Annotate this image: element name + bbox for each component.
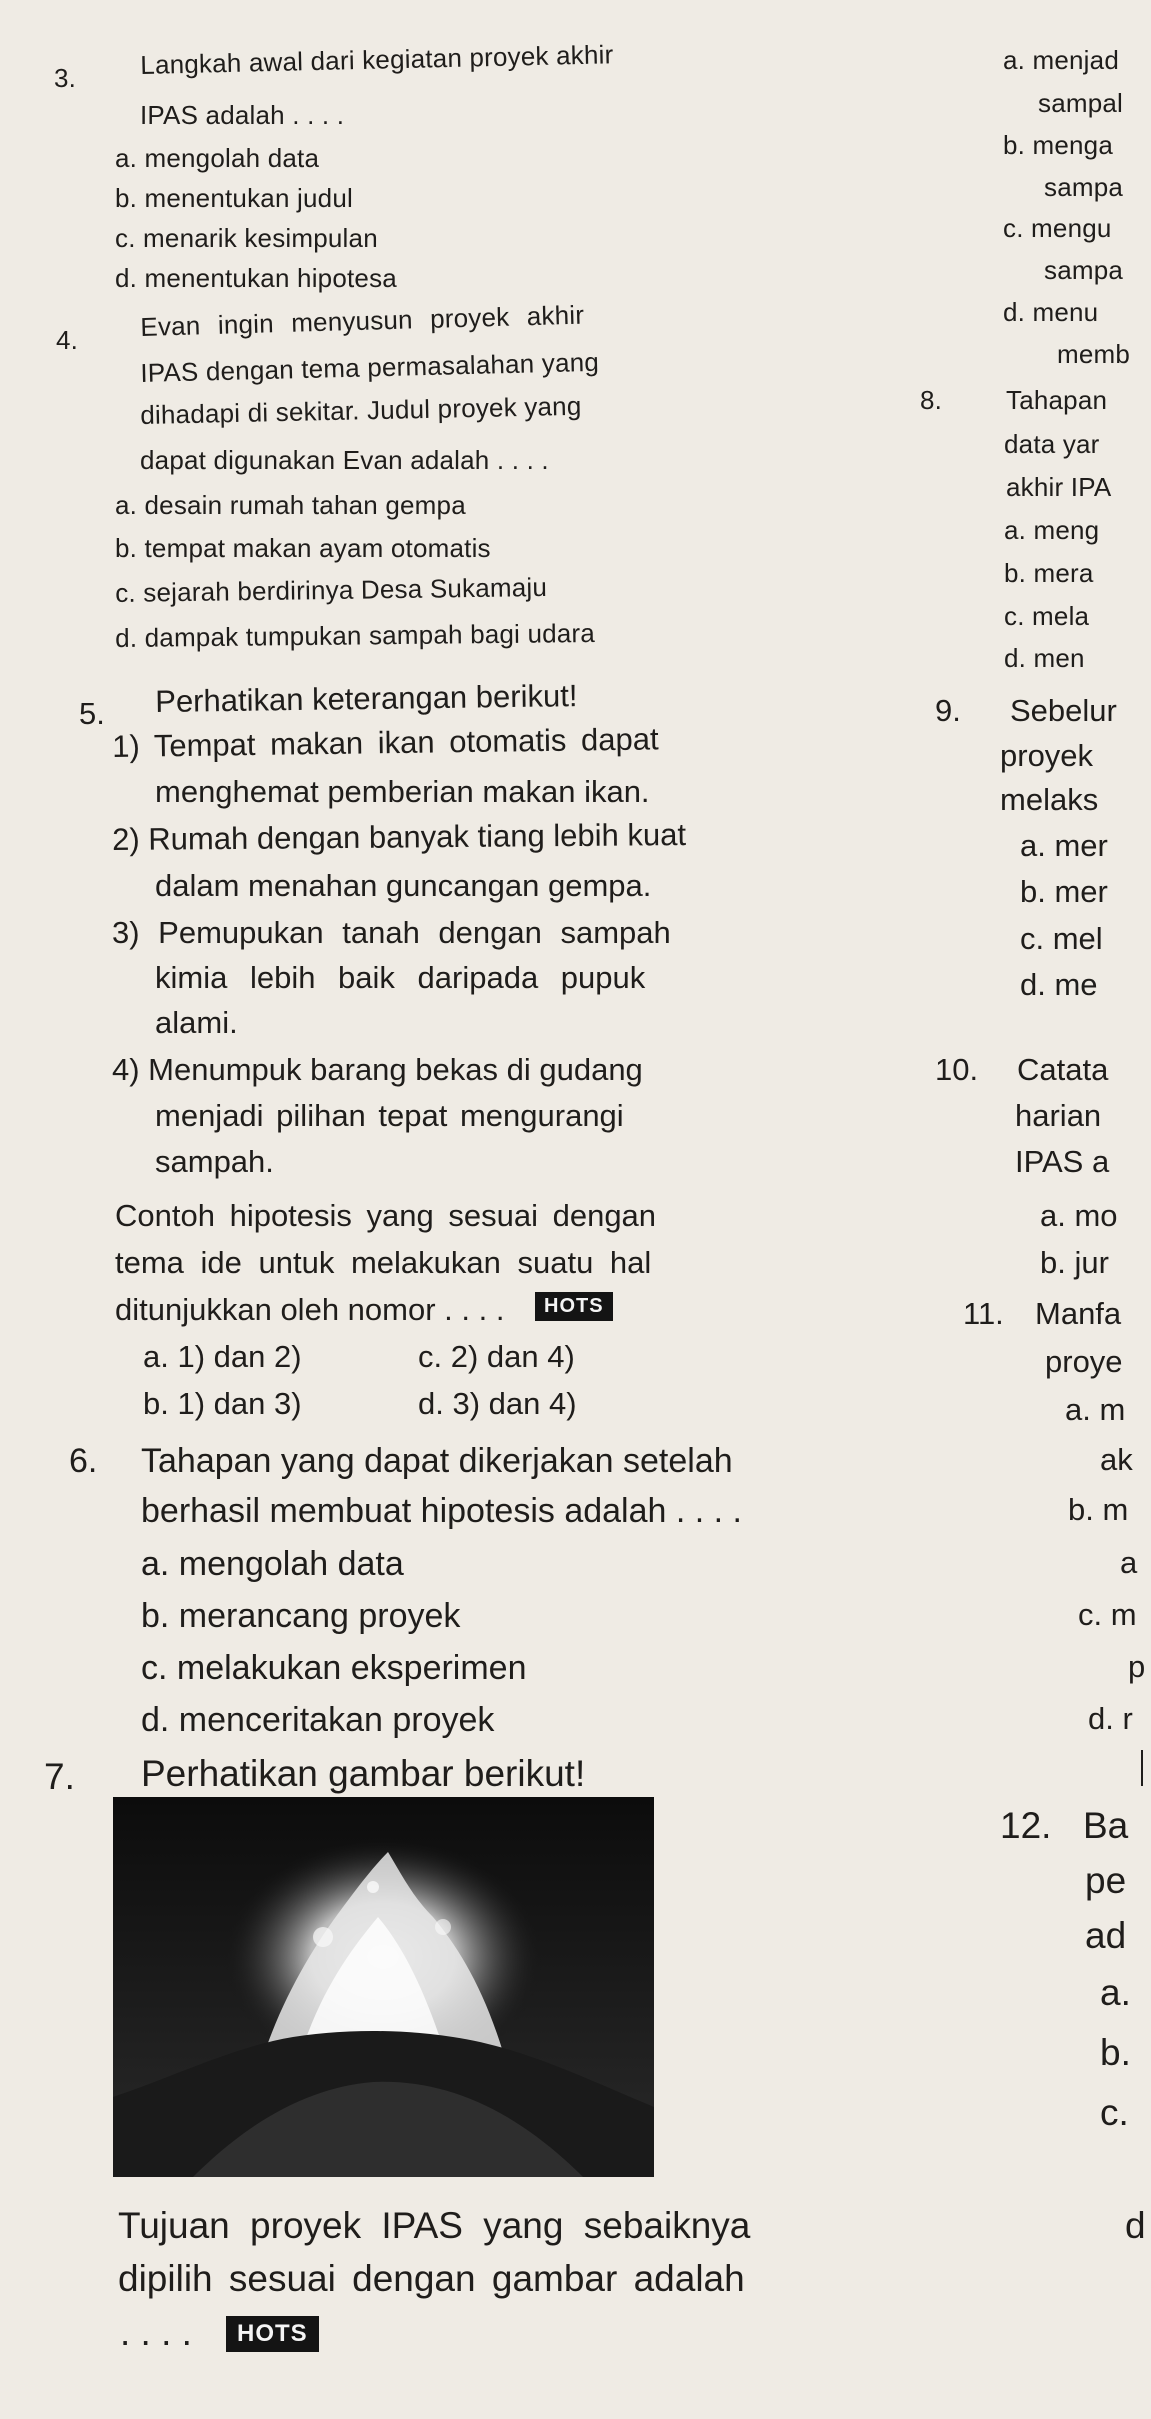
- q4-stem-line1: Evan ingin menyusun proyek akhir: [140, 299, 585, 342]
- q5-item-4-line2: menjadi pilihan tepat mengurangi: [155, 1098, 624, 1133]
- right-q12-number: 12.: [1000, 1805, 1052, 1846]
- q6-option-d: d. menceritakan proyek: [141, 1701, 495, 1739]
- right-q11-option-c: c. m: [1078, 1597, 1137, 1632]
- right-q11-option-a-line2: ak: [1100, 1442, 1133, 1477]
- q4-option-a: a. desain rumah tahan gempa: [115, 490, 466, 520]
- q5-option-a: a. 1) dan 2): [143, 1339, 302, 1374]
- q3-stem-line2: IPAS adalah . . . .: [140, 100, 345, 130]
- right-q11-line2: proye: [1045, 1344, 1123, 1379]
- q5-item-4-line1: 4) Menumpuk barang bekas di gudang: [112, 1052, 643, 1087]
- cut-line-mark: [1141, 1750, 1143, 1786]
- q5-stem-line3: ditunjukkan oleh nomor . . . .: [115, 1292, 505, 1327]
- right-q10-line3: IPAS a: [1015, 1144, 1110, 1179]
- q3-option-a: a. mengolah data: [115, 143, 320, 173]
- q5-option-b: b. 1) dan 3): [143, 1386, 302, 1421]
- q5-item-2-line2: dalam menahan guncangan gempa.: [155, 868, 652, 903]
- right-q9-number: 9.: [935, 693, 961, 728]
- q6-option-a: a. mengolah data: [141, 1545, 404, 1583]
- right-q11-number: 11.: [963, 1296, 1004, 1331]
- right-q8-line1: Tahapan: [1006, 385, 1108, 415]
- q4-number: 4.: [56, 325, 79, 355]
- right-q12-line3: ad: [1085, 1915, 1127, 1956]
- q3-option-c: c. menarik kesimpulan: [115, 223, 378, 253]
- q5-stem-line2: tema ide untuk melakukan suatu hal: [115, 1245, 652, 1280]
- right-q7-c-line2: sampa: [1044, 255, 1124, 285]
- q5-lead: Perhatikan keterangan berikut!: [155, 678, 578, 719]
- right-q11-option-b: b. m: [1068, 1492, 1129, 1527]
- right-q9-option-d: d. me: [1020, 967, 1098, 1002]
- right-q12-option-a: a.: [1100, 1972, 1131, 2013]
- right-q9-option-b: b. mer: [1020, 874, 1108, 909]
- q5-number: 5.: [79, 696, 105, 731]
- right-q8-line2: data yar: [1004, 429, 1100, 459]
- right-q9-line1: Sebelur: [1010, 693, 1117, 728]
- right-q9-option-a: a. mer: [1020, 828, 1108, 863]
- right-q9-option-c: c. mel: [1020, 921, 1103, 956]
- q3-number: 3.: [54, 63, 77, 93]
- right-q8-number: 8.: [920, 385, 943, 415]
- q7-answer-dots: . . . .: [120, 2312, 192, 2353]
- right-q10-number: 10.: [935, 1052, 979, 1087]
- right-q11-option-d: d. r: [1088, 1701, 1133, 1736]
- q3-stem-line1: Langkah awal dari kegiatan proyek akhir: [140, 39, 614, 80]
- q4-stem-line2: IPAS dengan tema permasalahan yang: [140, 346, 600, 388]
- right-q10-option-b: b. jur: [1040, 1245, 1109, 1280]
- right-q12-line2: pe: [1085, 1860, 1127, 1901]
- q5-item-3-line3: alami.: [155, 1005, 238, 1040]
- q5-item-3-line1: 3) Pemupukan tanah dengan sampah: [112, 915, 671, 950]
- right-q8-option-b: b. mera: [1004, 558, 1094, 588]
- right-q7-d-line1: d. menu: [1003, 297, 1099, 327]
- q5-item-4-line3: sampah.: [155, 1144, 274, 1179]
- right-q11-option-b-line2: a: [1120, 1545, 1138, 1580]
- q4-option-c: c. sejarah berdirinya Desa Sukamaju: [115, 571, 548, 608]
- right-q8-option-a: a. meng: [1004, 515, 1100, 545]
- right-q9-line2: proyek: [1000, 738, 1094, 773]
- right-q12-option-c: c.: [1100, 2092, 1129, 2133]
- q6-stem-line2: berhasil membuat hipotesis adalah . . . .: [141, 1492, 742, 1530]
- q6-option-b: b. merancang proyek: [141, 1597, 461, 1635]
- right-q7-c-line1: c. mengu: [1003, 213, 1112, 243]
- q7-lead: Perhatikan gambar berikut!: [141, 1753, 586, 1794]
- right-q7-a-line2: sampal: [1038, 88, 1124, 118]
- q5-option-d: d. 3) dan 4): [418, 1386, 577, 1421]
- right-q11-line1: Manfa: [1035, 1296, 1122, 1331]
- volcano-illustration: [113, 1797, 654, 2177]
- q5-item-1-line2: menghemat pemberian makan ikan.: [155, 774, 650, 809]
- volcano-eruption-photo: [113, 1797, 654, 2177]
- right-q12-line1: Ba: [1083, 1805, 1129, 1846]
- right-q12-option-d: d: [1125, 2205, 1146, 2246]
- q6-option-c: c. melakukan eksperimen: [141, 1649, 527, 1687]
- q5-item-2-line1: 2) Rumah dengan banyak tiang lebih kuat: [112, 816, 687, 857]
- q6-stem-line1: Tahapan yang dapat dikerjakan setelah: [141, 1442, 733, 1480]
- q5-item-3-line2: kimia lebih baik daripada pupuk: [155, 960, 646, 995]
- right-q12-option-b: b.: [1100, 2032, 1131, 2073]
- q4-option-b: b. tempat makan ayam otomatis: [115, 533, 491, 563]
- q4-option-d: d. dampak tumpukan sampah bagi udara: [115, 617, 596, 653]
- right-q7-d-line2: memb: [1057, 339, 1131, 369]
- q7-stem-line2: dipilih sesuai dengan gambar adalah: [118, 2258, 745, 2299]
- right-q10-option-a: a. mo: [1040, 1198, 1118, 1233]
- right-q7-b-line1: b. menga: [1003, 130, 1114, 160]
- q5-option-c: c. 2) dan 4): [418, 1339, 575, 1374]
- right-q11-option-a: a. m: [1065, 1392, 1126, 1427]
- q3-option-d: d. menentukan hipotesa: [115, 263, 397, 293]
- right-q8-option-c: c. mela: [1004, 601, 1090, 631]
- q3-option-b: b. menentukan judul: [115, 183, 353, 213]
- right-q7-b-line2: sampa: [1044, 172, 1124, 202]
- right-q7-a-line1: a. menjad: [1003, 45, 1119, 75]
- q7-stem-line1: Tujuan proyek IPAS yang sebaiknya: [118, 2205, 751, 2246]
- right-q11-option-c-line2: p: [1128, 1649, 1146, 1684]
- q4-stem-line3: dihadapi di sekitar. Judul proyek yang: [140, 390, 582, 430]
- right-q10-line1: Catata: [1017, 1052, 1109, 1087]
- right-q8-option-d: d. men: [1004, 643, 1085, 673]
- q5-item-1-line1: 1) Tempat makan ikan otomatis dapat: [112, 721, 659, 764]
- q4-stem-line4: dapat digunakan Evan adalah . . . .: [140, 445, 549, 475]
- q7-number: 7.: [44, 1756, 75, 1797]
- q5-stem-line1: Contoh hipotesis yang sesuai dengan: [115, 1198, 657, 1233]
- right-q9-line3: melaks: [1000, 782, 1099, 817]
- right-q8-line3: akhir IPA: [1006, 472, 1112, 502]
- right-q10-line2: harian: [1015, 1098, 1102, 1133]
- q7-hots-badge: HOTS: [226, 2316, 319, 2352]
- q6-number: 6.: [69, 1442, 98, 1480]
- q5-hots-badge: HOTS: [535, 1292, 613, 1321]
